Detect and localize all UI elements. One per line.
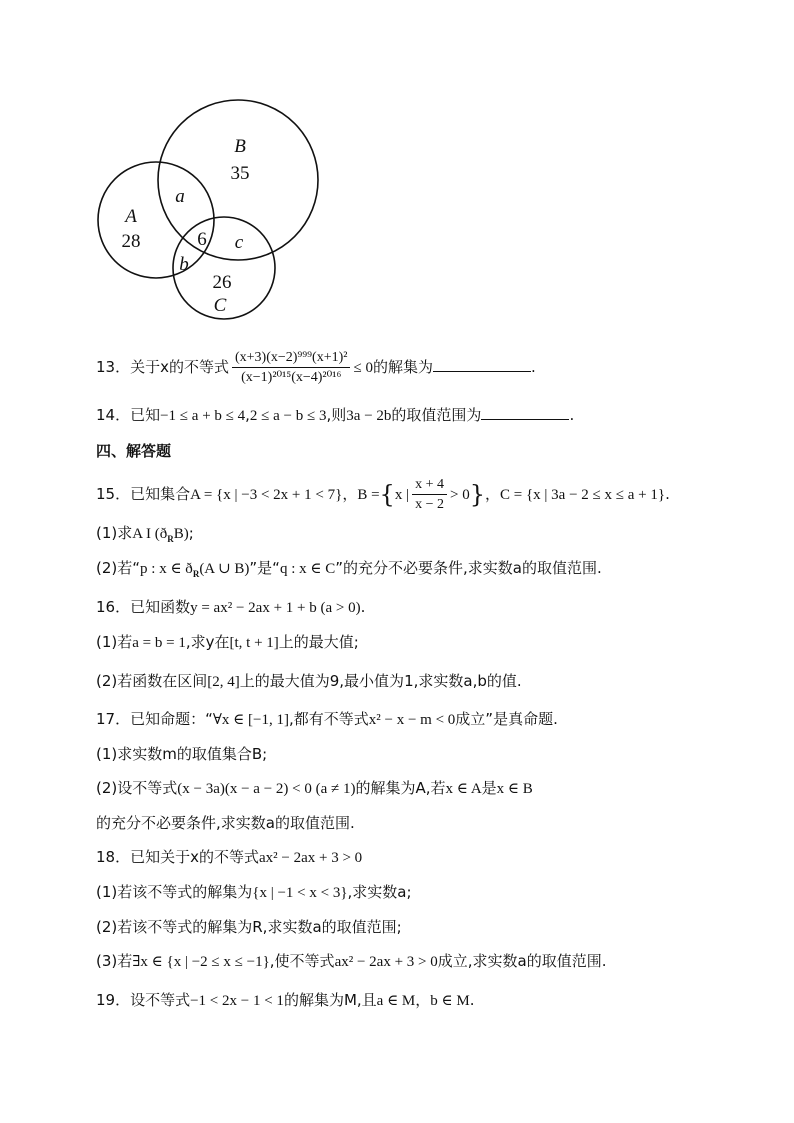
question-13	[96, 349, 536, 386]
q15-p1-label: (1)求	[96, 524, 133, 542]
q18-p1-b: ,求实数a;	[347, 883, 412, 901]
q17-prefix: 17．已知命题：“	[96, 710, 213, 728]
q13-suffix: 的解集为	[372, 358, 433, 376]
q19-mid: 的解集为M,且	[283, 991, 377, 1009]
q19-c1: a ∈ M	[376, 993, 416, 1009]
q16-p2-b: 上的最大值为9,最小值为1,求实数a,b的值.	[239, 672, 522, 690]
q19-c2: b ∈ M	[430, 993, 470, 1009]
question-18-part-2: (2)若该不等式的解集为R,求实数a的取值范围;	[96, 918, 402, 936]
q14-prefix: 14．已知	[96, 406, 161, 424]
q14-suffix: 的取值范围为	[391, 406, 482, 424]
q15-p1-expr: A I (ð	[132, 526, 168, 542]
q15-p2-b: ”是“	[249, 559, 280, 577]
question-15: 15．已知集合A = {x | −3 < 2x + 1 < 7}，B ={x | $\frac{x + 4}{x - 2}$ > 0}，C = {x | 3a − 2 ≤ x ≤ a + 1}.	[96, 477, 670, 512]
question-14: 14．已知−1 ≤ a + b ≤ 4,2 ≤ a − b ≤ 3,则3a − 2b的取值范围为 .	[96, 406, 575, 424]
q15-p2-p: p : x ∈ ð	[140, 561, 193, 577]
q13-answer-blank[interactable]	[433, 357, 531, 372]
question-19: 19．设不等式−1 < 2x − 1 < 1的解集为M,且a ∈ M，b ∈ M.	[96, 991, 475, 1009]
question-17-part-1: (1)求实数m的取值集合B;	[96, 745, 268, 763]
q18-prefix: 18．已知关于x的不等式	[96, 848, 259, 866]
q17-p2-c: 是	[481, 779, 497, 797]
q17-ineq: x² − x − m < 0	[368, 712, 456, 728]
q15-p2-q: q : x ∈ C	[279, 561, 336, 577]
label-b: B	[234, 136, 246, 157]
q17-mid: ,都有不等式	[288, 710, 369, 728]
q15-prefix: 15．已知集合	[96, 485, 191, 503]
question-15-part-1	[96, 523, 194, 549]
label-a: A	[125, 206, 137, 227]
q16-prefix: 16．已知函数	[96, 598, 191, 616]
question-16	[96, 597, 365, 618]
question-18-part-3	[96, 951, 607, 972]
q13-relation: ≤ 0	[353, 360, 373, 376]
q18-p1-set: {x | −1 < x < 3}	[252, 885, 348, 901]
question-17-part-2-cont: 的充分不必要条件,求实数a的取值范围.	[96, 814, 355, 832]
q17-suffix: 成立”是真命题.	[455, 710, 558, 728]
q16-p1-interval: [t, t + 1]	[229, 635, 279, 651]
q17-p2-a: (2)设不等式	[96, 779, 178, 797]
q16-p2-interval: [2, 4]	[207, 674, 240, 690]
q18-p3-b: ,使不等式	[269, 952, 335, 970]
q16-p2-a: (2)若函数在区间	[96, 672, 208, 690]
q14-cond1: −1 ≤ a + b ≤ 4	[160, 408, 246, 424]
q14-end: .	[569, 406, 575, 424]
q15-set-a: A = {x | −3 < 2x + 1 < 7}	[190, 487, 343, 503]
q17-p2-b: 的解集为A,若	[355, 779, 446, 797]
q15-p2-a: (2)若“	[96, 559, 141, 577]
q15-set-b-right: > 0	[450, 487, 470, 503]
q19-end: .	[469, 991, 475, 1009]
q15-p1-expr2: B)	[173, 526, 189, 542]
q17-p2-c2: x ∈ B	[496, 781, 533, 797]
q13-fraction	[232, 349, 351, 386]
q15-p2-c: ”的充分不必要条件,求实数a的取值范围.	[335, 559, 602, 577]
region-center: 6	[197, 229, 207, 250]
q15-set-c: C = {x | 3a − 2 ≤ x ≤ a + 1}	[500, 487, 666, 503]
q15-p2-p2: (A ∪ B)	[199, 561, 250, 577]
q14-answer-blank[interactable]	[481, 405, 569, 420]
section-heading: 四、解答题	[96, 442, 172, 460]
question-18-part-1	[96, 882, 412, 903]
circle-a	[98, 162, 214, 278]
question-16-part-2	[96, 671, 522, 692]
q17-cond: ∀x ∈ [−1, 1]	[212, 712, 289, 728]
q16-func: y = ax² − 2ax + 1 + b (a > 0)	[190, 600, 361, 616]
label-c: C	[213, 295, 227, 316]
q16-p1-cond: a = b = 1	[132, 635, 186, 651]
region-c: c	[234, 232, 244, 253]
region-b: b	[179, 254, 189, 275]
q18-p3-ineq: ax² − 2ax + 3 > 0	[334, 954, 438, 970]
q18-p3-exists: ∃x ∈ {x | −2 ≤ x ≤ −1}	[132, 954, 270, 970]
q15-p2-sub: R	[192, 569, 200, 579]
q17-p2-c1: x ∈ A	[445, 781, 482, 797]
q19-ineq: −1 < 2x − 1 < 1	[190, 993, 284, 1009]
value-a: 28	[121, 231, 141, 252]
venn-diagram	[96, 96, 326, 321]
question-16-part-1	[96, 632, 359, 653]
q14-cond2: 2 ≤ a − b ≤ 3	[249, 408, 327, 424]
q15-p1-sub: R	[167, 534, 174, 544]
q13-end: .	[530, 358, 536, 376]
question-17	[96, 709, 558, 730]
q13-numerator: (x+3)(x−2)⁹⁹⁹(x+1)²	[232, 349, 351, 368]
q15-set-b-den: x − 2	[415, 497, 444, 512]
q17-p2-ineq: (x − 3a)(x − a − 2) < 0 (a ≠ 1)	[177, 781, 356, 797]
q18-p3-c: 成立,求实数a的取值范围.	[437, 952, 607, 970]
question-18	[96, 847, 362, 868]
q16-p1-a: (1)若	[96, 633, 133, 651]
q15-set-b-fraction	[412, 476, 447, 513]
q15-set-b-left: B =	[357, 487, 380, 503]
q19-prefix: 19．设不等式	[96, 991, 191, 1009]
q16-p1-b: ,求y在	[185, 633, 230, 651]
q14-expr: 3a − 2b	[346, 408, 392, 424]
q16-end: .	[360, 598, 366, 616]
q15-end: .	[665, 485, 670, 503]
q13-denominator: (x−1)²⁰¹⁵(x−4)²⁰¹⁶	[241, 370, 342, 385]
q18-p3-a: (3)若	[96, 952, 133, 970]
q18-p1-a: (1)若该不等式的解集为	[96, 883, 253, 901]
q14-mid: ,则	[326, 406, 347, 424]
question-17-part-2	[96, 778, 533, 799]
value-c: 26	[212, 272, 232, 293]
value-b: 35	[230, 163, 250, 184]
q18-ineq: ax² − 2ax + 3 > 0	[258, 850, 363, 866]
q15-set-b-num: x + 4	[412, 476, 447, 495]
q15-p1-end: ;	[188, 524, 194, 542]
q16-p1-c: 上的最大值;	[278, 633, 359, 651]
question-15-part-2	[96, 558, 602, 584]
region-a: a	[175, 186, 185, 207]
q13-prefix: 13．关于x的不等式	[96, 358, 229, 376]
